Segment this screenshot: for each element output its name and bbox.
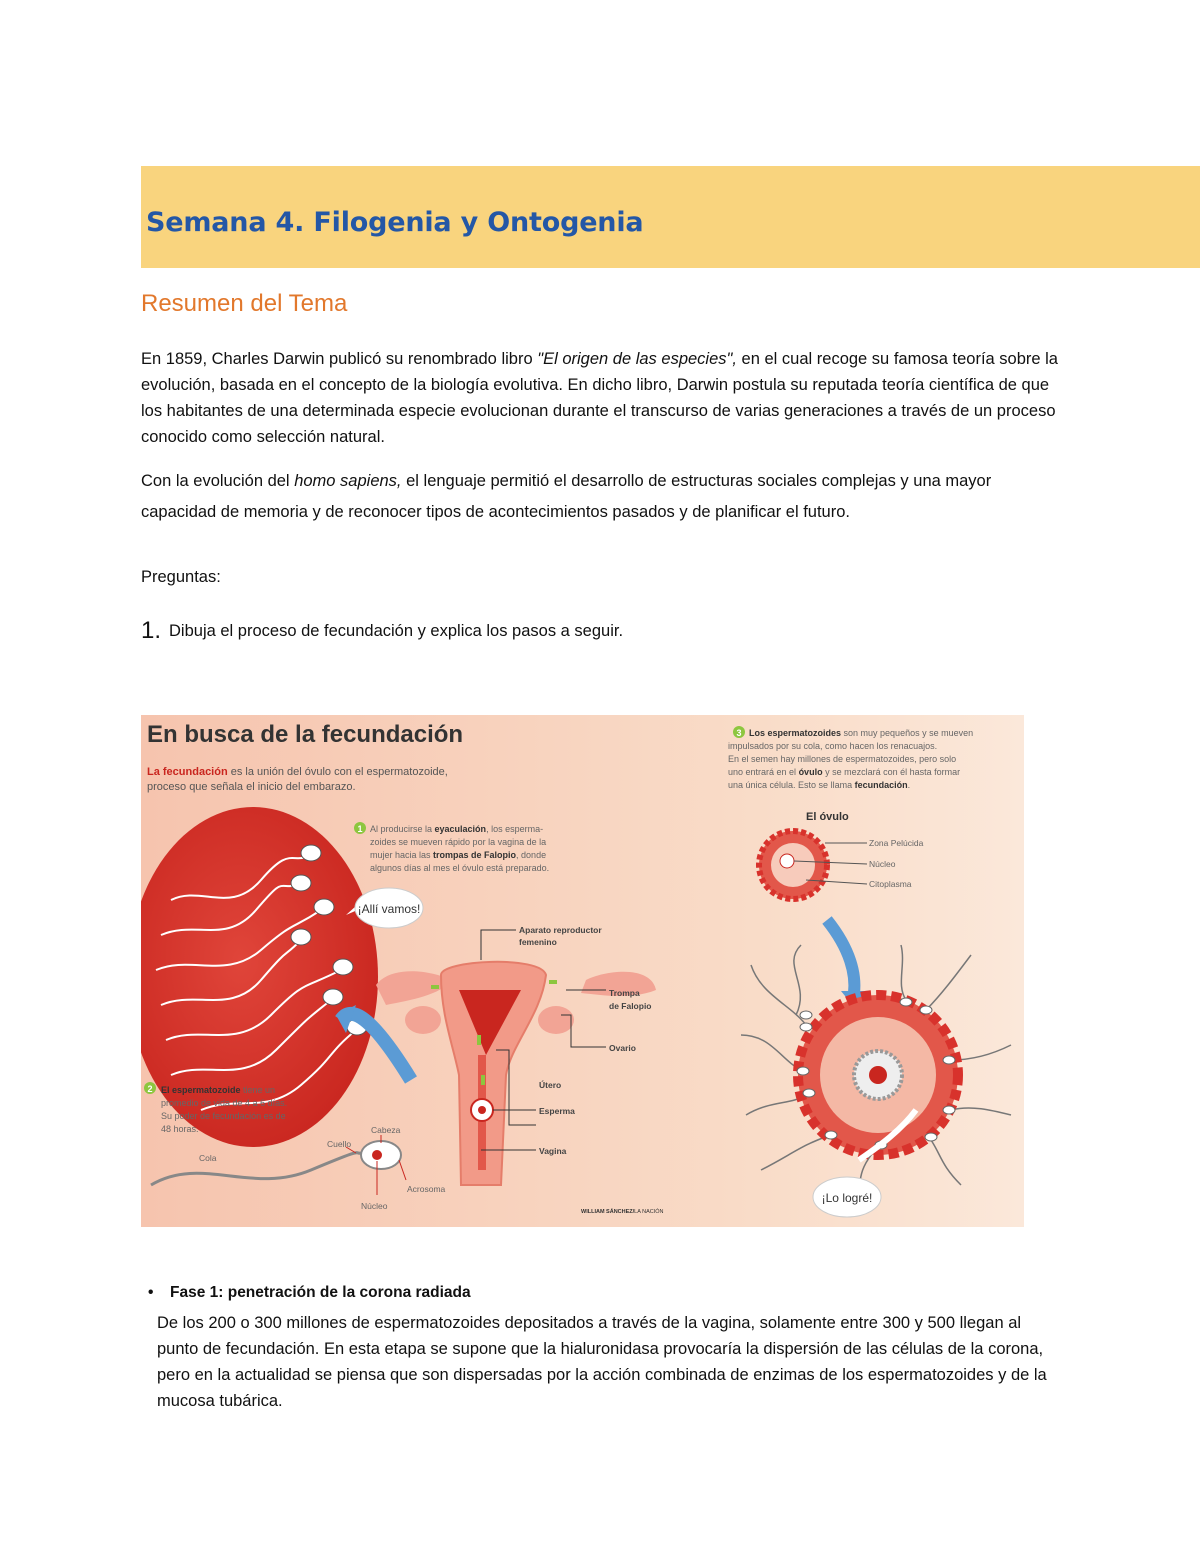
- svg-text:impulsados por su cola, como h: impulsados por su cola, como hacen los renacuajos.: [728, 741, 938, 751]
- questions-label: Preguntas:: [141, 568, 221, 586]
- figure-intro-2: proceso que señala el inicio del embarazo.: [147, 781, 356, 793]
- svg-text:Núcleo: Núcleo: [869, 859, 896, 869]
- svg-text:3: 3: [736, 728, 742, 738]
- summary-paragraph-2: Con la evolución del homo sapiens, el lenguaje permitió el desarrollo de estructuras sociales complejas y una mayor capacidad de memoria y de reconocer tipos de acontecimientos pasados y de planificar el futuro.: [141, 472, 992, 521]
- svg-text:mujer hacia las trompas de Fal: mujer hacia las trompas de Falopio, donde: [370, 850, 547, 860]
- svg-text:Útero: Útero: [539, 1080, 562, 1090]
- fecundation-infographic: [141, 715, 1024, 1227]
- svg-text:La fecundación es la unión del: La fecundación es la unión del óvulo con el espermatozoide,: [147, 766, 448, 778]
- page-title: Semana 4. Filogenia y Ontogenia: [146, 207, 644, 238]
- summary-paragraph-1: En 1859, Charles Darwin publicó su renombrado libro "El origen de las especies", en el cual recoge su famosa teoría sobre la evolución, basada en el concepto de la biología evolutiva. En dicho libro, Darwin postula su reputada teoría científica de que los habitantes de una determinada especie evolucionan durante el transcurso de varias generaciones a través de un proceso conocido como selección natural.: [141, 350, 1058, 446]
- svg-text:WILLIAM SÁNCHEZ/LA NACIÓN: WILLIAM SÁNCHEZ/LA NACIÓN: [581, 1209, 664, 1215]
- svg-text:Aparato reproductor: Aparato reproductor: [519, 925, 602, 935]
- phase-1-title: • Fase 1: penetración de la corona radiada: [148, 1284, 471, 1301]
- svg-text:Acrosoma: Acrosoma: [407, 1184, 446, 1194]
- svg-text:En el semen hay millones de es: En el semen hay millones de espermatozoides, pero solo: [728, 754, 957, 764]
- svg-text:promedio de vida de 4 a 6 días: promedio de vida de 4 a 6 días.: [161, 1098, 288, 1108]
- svg-text:Trompa: Trompa: [609, 988, 640, 998]
- svg-text:zoides se mueven rápido por la: zoides se mueven rápido por la vagina de la: [370, 837, 547, 847]
- svg-text:de Falopio: de Falopio: [609, 1001, 652, 1011]
- svg-text:El óvulo: El óvulo: [806, 811, 849, 823]
- phase-1-text: De los 200 o 300 millones de espermatozoides depositados a través de la vagina, solamente entre 300 y 500 llegan al punto de fecundación. En esta etapa se supone que la hialuronidasa provocaría la dispersión de las células de la corona, pero en la actualidad se piensa que son dispersadas por la acción combinada de enzimas de los espermatozoides y de la mucosa tubárica.: [157, 1314, 1047, 1410]
- svg-text:Núcleo: Núcleo: [361, 1201, 388, 1211]
- svg-text:Cola: Cola: [199, 1153, 217, 1163]
- figure-title: En busca de la fecundación: [147, 721, 464, 748]
- svg-text:uno entrará en el óvulo y se m: uno entrará en el óvulo y se mezclará con él hasta formar: [728, 767, 961, 777]
- bubble-alli-vamos: ¡Allí vamos!: [357, 902, 421, 916]
- section-heading: Resumen del Tema: [141, 290, 348, 317]
- question-1: 1. Dibuja el proceso de fecundación y explica los pasos a seguir.: [141, 617, 624, 644]
- svg-text:Cabeza: Cabeza: [371, 1125, 401, 1135]
- bubble-lo-logre: ¡Lo logré!: [821, 1191, 873, 1205]
- svg-text:48 horas.: 48 horas.: [161, 1124, 199, 1134]
- svg-text:Vagina: Vagina: [539, 1146, 567, 1156]
- svg-text:Su poder de fecundación es de: Su poder de fecundación es de: [161, 1111, 286, 1121]
- svg-text:Cuello: Cuello: [327, 1139, 352, 1149]
- svg-text:una única célula. Esto se llam: una única célula. Esto se llama fecundación.: [728, 780, 911, 790]
- svg-text:Ovario: Ovario: [609, 1043, 636, 1053]
- svg-text:algunos días al mes el óvulo e: algunos días al mes el óvulo está preparado.: [370, 863, 550, 873]
- svg-text:El espermatozoide tiene un: El espermatozoide tiene un: [161, 1085, 276, 1095]
- svg-text:1: 1: [357, 824, 363, 834]
- svg-text:Zona Pelúcida: Zona Pelúcida: [869, 838, 924, 848]
- svg-text:Los espermatozoides son muy pe: Los espermatozoides son muy pequeños y se mueven: [749, 728, 974, 738]
- svg-text:Citoplasma: Citoplasma: [869, 879, 912, 889]
- svg-text:Esperma: Esperma: [539, 1106, 575, 1116]
- svg-text:Al producirse la eyaculación,: Al producirse la eyaculación, los esperma-: [370, 824, 544, 834]
- svg-text:femenino: femenino: [519, 937, 557, 947]
- svg-text:2: 2: [147, 1084, 153, 1094]
